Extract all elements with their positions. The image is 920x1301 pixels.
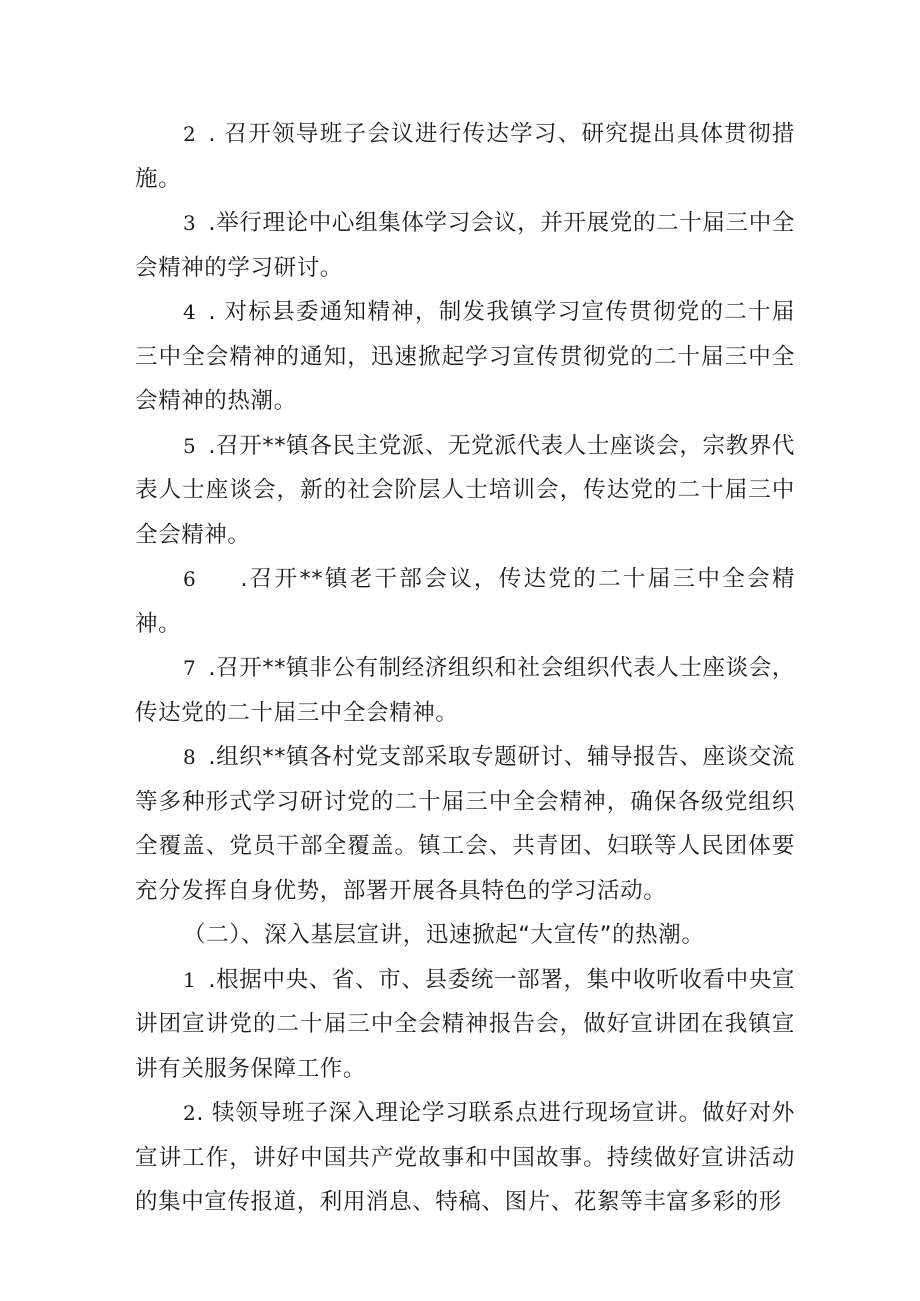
item-number: 2 — [183, 122, 197, 146]
paragraph-item-6 — [135, 557, 795, 646]
item-number: 7 — [183, 656, 197, 680]
paragraph-item-2 — [135, 112, 795, 201]
item-number: 6 — [183, 567, 197, 591]
paragraph-item-2b — [135, 1091, 795, 1225]
paragraph-text: . 犊领导班子深入理论学习联系点进行现场宣讲。做好对外宣讲工作，讲好中国共产党故事和中国故事。持续做好宣讲活动的集中宣传报道，利用消息、特稿、图片、花絮等丰富多彩的形 — [135, 1100, 795, 1215]
paragraph-item-8 — [135, 735, 795, 913]
paragraph-item-1 — [135, 958, 795, 1092]
paragraph-item-3 — [135, 201, 795, 290]
item-number: 4 — [183, 300, 197, 324]
paragraph-text: . 对标县委通知精神，制发我镇学习宣传贯彻党的二十届三中全会精神的通知，迅速掀起学习宣传贯彻党的二十届三中全会精神的热潮。 — [135, 299, 795, 414]
paragraph-text: . 召开领导班子会议进行传达学习、研究提出具体贯彻措施。 — [135, 121, 795, 192]
paragraph-text: .召开**镇非公有制经济组织和社会组织代表人士座谈会，传达党的二十届三中全会精神。 — [135, 655, 795, 726]
item-number: 1 — [183, 967, 197, 992]
item-number: 8 — [183, 745, 197, 769]
paragraph-item-5 — [135, 424, 795, 558]
paragraph-text: .举行理论中心组集体学习会议，并开展党的二十届三中全会精神的学习研讨。 — [135, 210, 795, 281]
document-body — [135, 112, 795, 1225]
paragraph-item-4 — [135, 290, 795, 424]
paragraph-item-7 — [135, 646, 795, 735]
section-heading-text: （二）、深入基层宣讲，迅速掀起“大宣传”的热潮。 — [183, 922, 705, 948]
item-number: 5 — [183, 433, 197, 458]
item-number: 3 — [183, 211, 197, 235]
paragraph-text: .召开**镇各民主党派、无党派代表人士座谈会，宗教界代表人士座谈会，新的社会阶层人士培训会，传达党的二十届三中全会精神。 — [135, 432, 795, 548]
section-heading — [135, 913, 795, 958]
paragraph-text: .组织**镇各村党支部采取专题研讨、辅导报告、座谈交流等多种形式学习研讨党的二十届三中全会精神，确保各级党组织全覆盖、党员干部全覆盖。镇工会、共青团、妇联等人民团体要充分发挥自身优势，部署开展各具特色的学习活动。 — [135, 744, 795, 904]
paragraph-text: .根据中央、省、市、县委统一部署，集中收听收看中央宣讲团宣讲党的二十届三中全会精神报告会，做好宣讲团在我镇宣讲有关服务保障工作。 — [135, 966, 795, 1082]
item-number: 2 — [183, 1101, 197, 1125]
paragraph-text: .召开**镇老干部会议，传达党的二十届三中全会精神。 — [135, 566, 795, 637]
